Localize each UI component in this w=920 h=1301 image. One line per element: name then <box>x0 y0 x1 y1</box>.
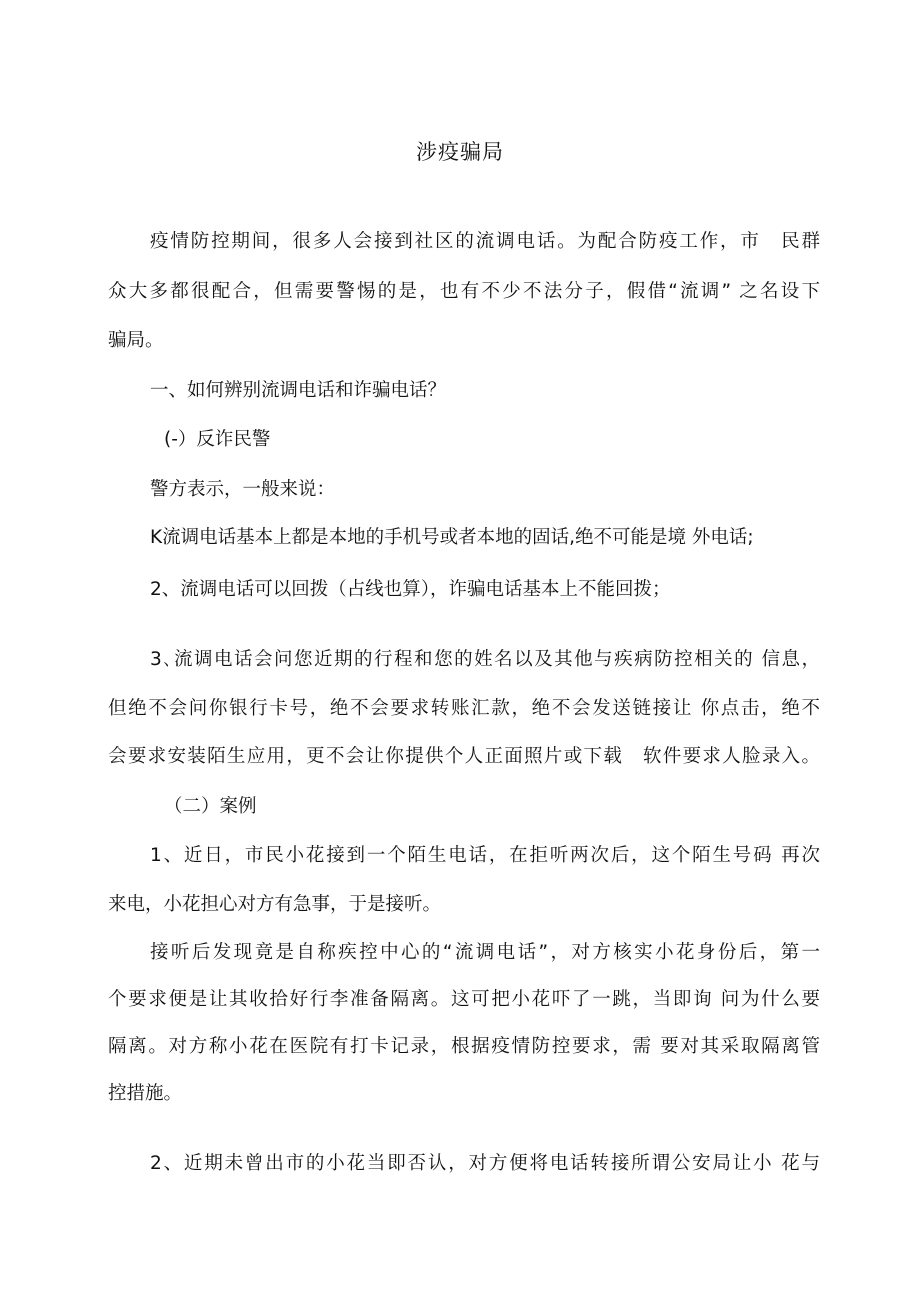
paragraph-line: 来电，小花担心对方有急事，于是接听。 <box>108 894 442 915</box>
list-item: 2、流调电话可以回拨（占线也算），诈骗电话基本上不能回拨； <box>150 579 671 600</box>
paragraph-line: 警方表示，一般来说： <box>150 479 336 500</box>
paragraph-line: 众大多都很配合，但需要警惕的是，也有不少不法分子，假借“流调” 之名设下 <box>108 281 820 302</box>
paragraph-line: 骗局。 <box>108 330 164 351</box>
paragraph-line: 但绝不会问你银行卡号，绝不会要求转账汇款，绝不会发送链接让 你点击，绝不 <box>108 698 820 719</box>
section-heading: 一、如何辨别流调电话和诈骗电话？ <box>150 380 447 401</box>
paragraph-line: 隔离。对方称小花在医院有打卡记录，根据疫情防控要求，需 要对其采取隔离管 <box>108 1036 820 1057</box>
list-item: 1、近日，市民小花接到一个陌生电话，在拒听两次后，这个陌生号码 再次 <box>150 845 820 866</box>
paragraph-line: 控措施。 <box>108 1083 183 1104</box>
subsection-heading: （二）案例 <box>164 796 257 817</box>
list-item: K流调电话基本上都是本地的手机号或者本地的固话,绝不可能是境 外电话; <box>150 527 754 548</box>
document-title: 涉疫骗局 <box>416 140 504 164</box>
paragraph-line: 疫情防控期间，很多人会接到社区的流调电话。为配合防疫工作，市 民群 <box>150 231 820 252</box>
paragraph-line: 接听后发现竟是自称疾控中心的“流调电话”，对方核实小花身份后，第一 <box>150 942 820 963</box>
list-item: 3､流调电话会问您近期的行程和您的姓名以及其他与疾病防控相关的 信息， <box>150 649 820 670</box>
list-item: 2、近期未曾出市的小花当即否认，对方便将电话转接所谓公安局让小 花与 <box>150 1153 820 1174</box>
subsection-heading: (-）反诈民警 <box>164 429 271 450</box>
paragraph-line: 个要求便是让其收拾好行李准备隔离。这可把小花吓了一跳，当即询 问为什么要 <box>108 989 820 1010</box>
paragraph-line: 会要求安装陌生应用，更不会让你提供个人正面照片或下载 软件要求人脸录入。 <box>108 746 820 767</box>
